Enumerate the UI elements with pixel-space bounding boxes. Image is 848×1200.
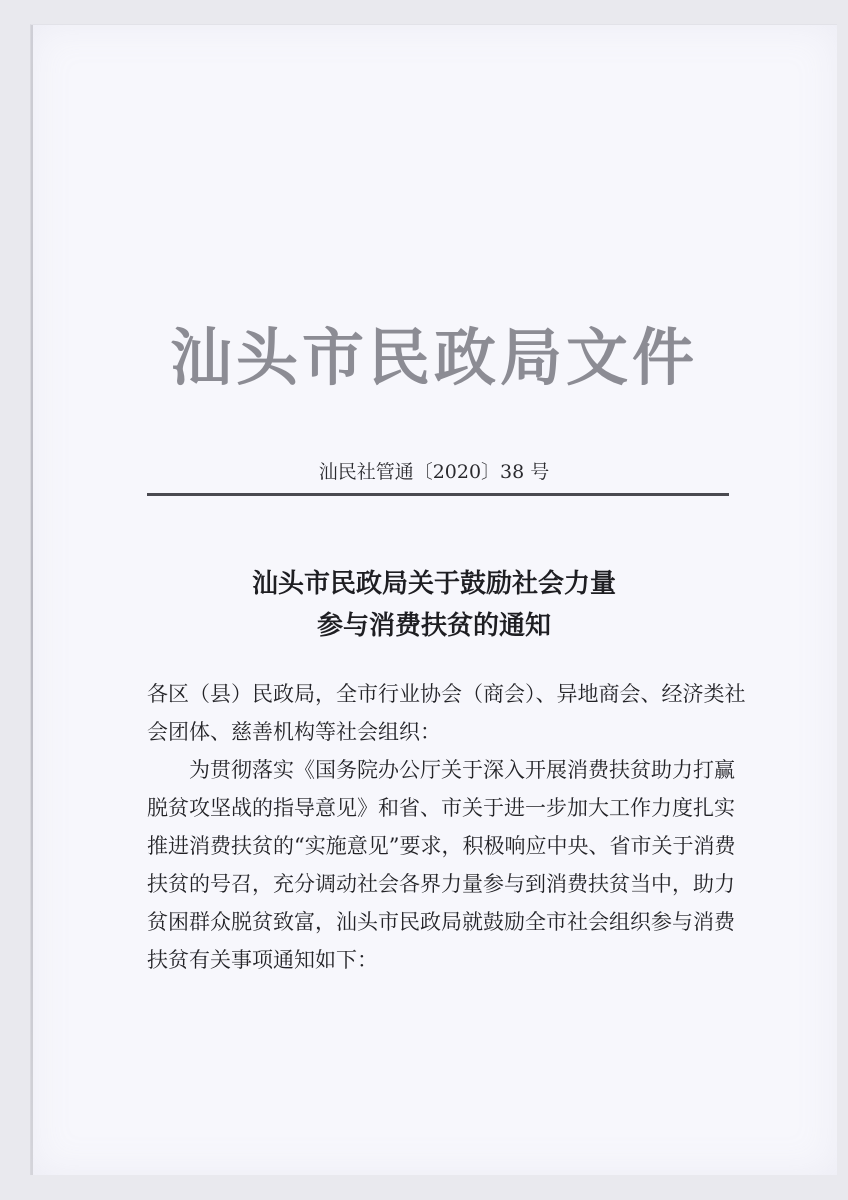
notice-title-line-1: 汕头市民政局关于鼓励社会力量 bbox=[251, 569, 616, 599]
notice-title bbox=[31, 563, 837, 647]
document-page bbox=[30, 24, 837, 1175]
document-body bbox=[147, 675, 747, 979]
issuer-title: 汕头市民政局文件 bbox=[169, 321, 698, 394]
body-paragraph-1: 为贯彻落实《国务院办公厅关于深入开展消费扶贫助力打赢脱贫攻坚战的指导意见》和省、市关于进一步加大工作力度扎实推进消费扶贫的“实施意见”要求，积极响应中央、省市关于消费扶贫的号召，充分调动社会各界力量参与到消费扶贫当中，助力贫困群众脱贫致富，汕头市民政局就鼓励全市社会组织参与消费扶贫有关事项通知如下： bbox=[147, 758, 736, 972]
notice-title-line-2: 参与消费扶贫的通知 bbox=[316, 611, 551, 641]
document-number: 汕民社管通〔2020〕38 号 bbox=[318, 461, 550, 483]
header-divider bbox=[147, 493, 729, 496]
salutation: 各区（县）民政局，全市行业协会（商会）、异地商会、经济类社会团体、慈善机构等社会组织： bbox=[147, 682, 746, 744]
